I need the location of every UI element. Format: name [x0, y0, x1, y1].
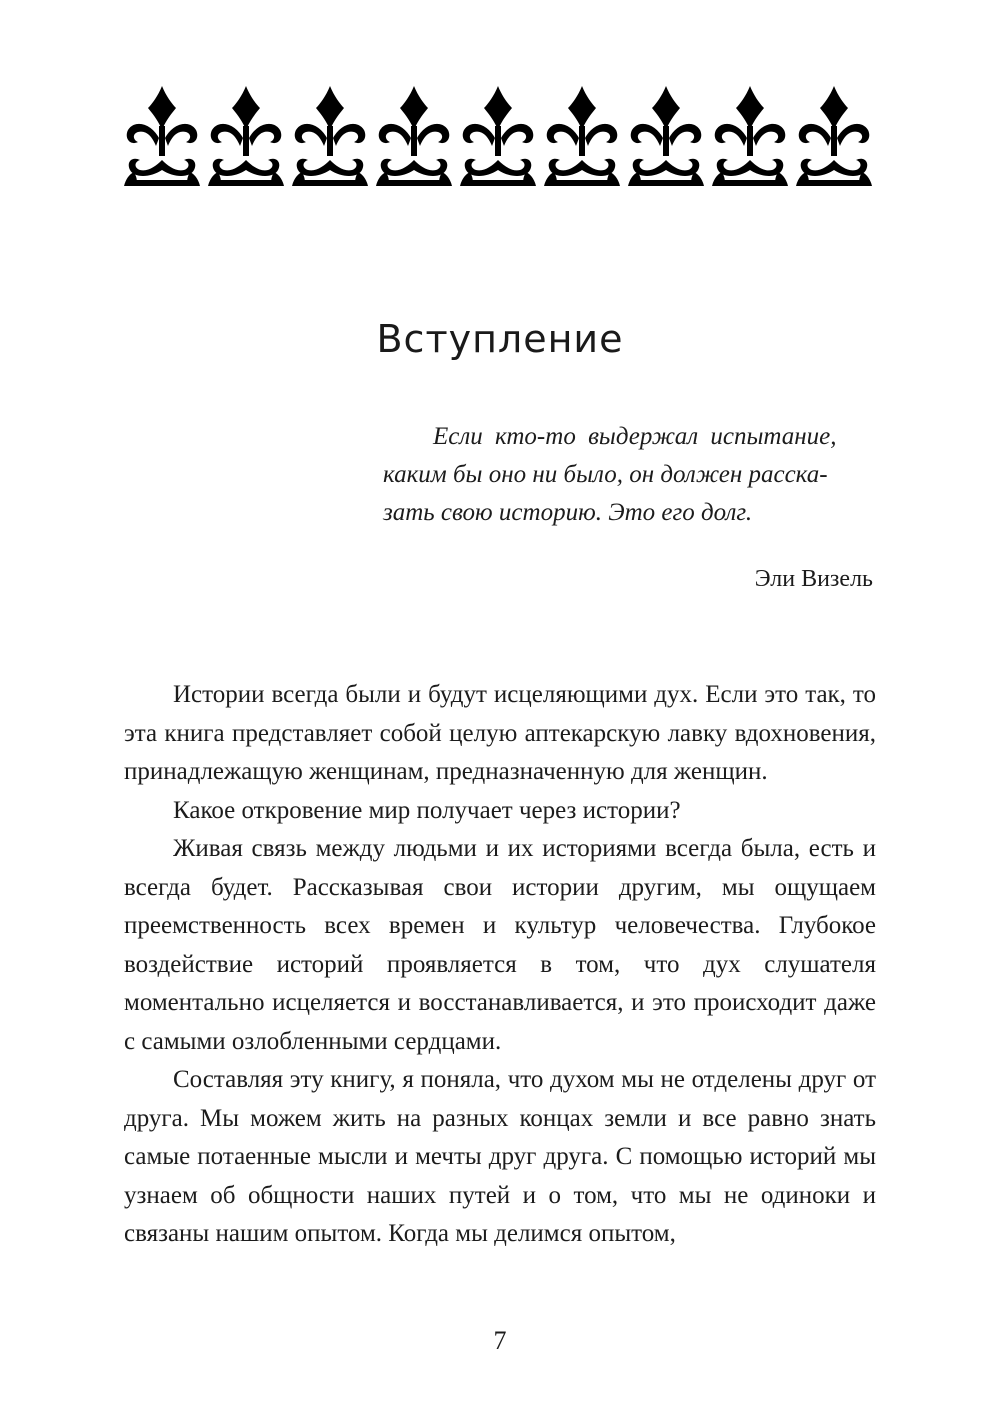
fleur-de-lis-icon [292, 86, 368, 186]
paragraph: Составляя эту книгу, я поняла, что духом мы не отделены друг от друга. Мы можем жить на разных концах земли и все равно знать самые потаенные мысли и мечты друг друга. С помощью историй мы узнаем об общности наших путей и о том, что мы не одиноки и связаны нашим опытом. Когда мы делимся опытом, [124, 1066, 876, 1247]
epigraph [383, 418, 873, 532]
fleur-de-lis-icon [208, 86, 284, 186]
page-title: Вступление [376, 317, 624, 362]
fleur-de-lis-icon [460, 86, 536, 186]
paragraph: Какое откровение мир получает через истории? [173, 796, 681, 824]
body-text [124, 676, 876, 1254]
epigraph-author: Эли Визель [754, 566, 873, 592]
fleur-de-lis-icon [124, 86, 200, 186]
fleur-de-lis-icon [712, 86, 788, 186]
paragraph: Живая связь между людьми и их историями всегда была, есть и всегда будет. Рассказывая свои истории другим, мы ощущаем преемственность всех времен и культур человечества. Глубокое воздействие историй проявляется в том, что дух слушателя моментально исцеляется и восстанавливается, и это происходит даже с самыми озлобленными сердцами. [124, 835, 876, 1055]
epigraph-line: зать свою историю. Это его долг. [383, 499, 753, 526]
ornament-border [120, 86, 880, 186]
fleur-de-lis-icon [376, 86, 452, 186]
epigraph-line: каким бы оно ни было, он должен расска- [383, 461, 828, 488]
paragraph: Истории всегда были и будут исцеляющими дух. Если это так, то эта книга представляет собой целую аптекарскую лавку вдохновения, принадлежащую женщинам, предназначенную для женщин. [124, 681, 876, 785]
fleur-de-lis-icon [628, 86, 704, 186]
page-number: 7 [493, 1326, 507, 1355]
epigraph-line: Если кто-то выдержал испытание, [433, 423, 837, 450]
fleur-de-lis-icon [796, 86, 872, 186]
fleur-de-lis-icon [544, 86, 620, 186]
